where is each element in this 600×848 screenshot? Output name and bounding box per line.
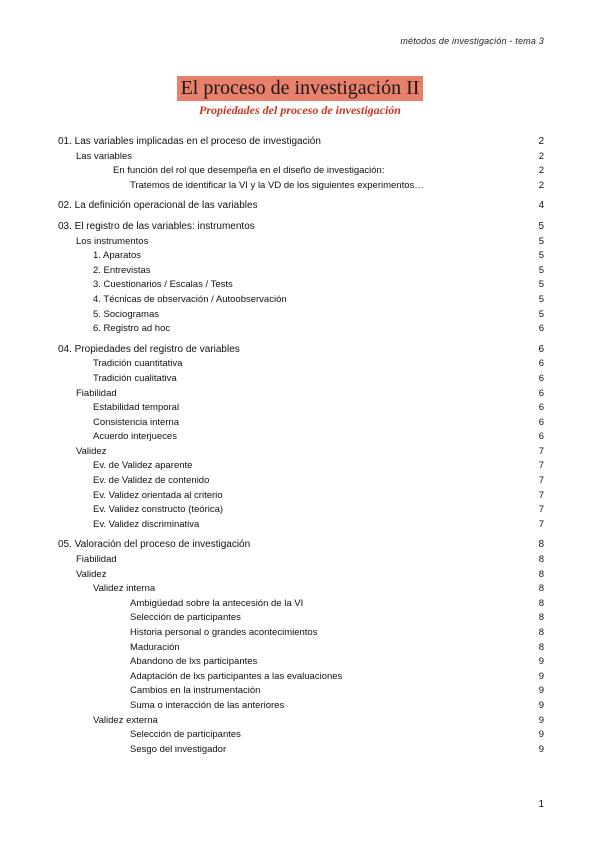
toc-entry[interactable] — [58, 597, 544, 612]
toc-entry-page: 6 — [538, 387, 544, 399]
toc-entry-page: 7 — [538, 475, 544, 487]
toc-entry[interactable] — [58, 728, 544, 743]
toc-entry-title: 02. La definición operacional de las variables — [58, 200, 258, 212]
toc-entry-title: Validez — [76, 445, 107, 457]
toc-entry-title: Tradición cuantitativa — [93, 358, 183, 370]
toc-entry[interactable] — [58, 199, 544, 214]
toc-entry-page: 8 — [538, 612, 544, 624]
toc-entry-title: Abandono de lxs participantes — [130, 656, 258, 668]
toc-entry[interactable] — [58, 135, 544, 150]
toc-entry-page: 8 — [538, 539, 544, 551]
toc-entry-page: 6 — [538, 431, 544, 443]
toc-entry[interactable] — [58, 387, 544, 402]
toc-entry[interactable] — [58, 322, 544, 337]
toc-entry[interactable] — [58, 249, 544, 264]
toc-entry-title: 1. Aparatos — [93, 250, 142, 262]
toc-entry[interactable] — [58, 278, 544, 293]
toc-entry-title: Ev. Validez constructo (teórica) — [93, 504, 224, 516]
toc-entry-title: Tratemos de identificar la VI y la VD de los siguientes experimentos… — [130, 179, 424, 191]
toc-entry-title: 04. Propiedades del registro de variables — [58, 343, 240, 355]
toc-entry-title: 03. El registro de las variables: instrumentos — [58, 220, 255, 232]
toc-entry[interactable] — [58, 264, 544, 279]
toc-entry[interactable] — [58, 489, 544, 504]
toc-entry-title: Suma o interacción de las anteriores — [130, 699, 285, 711]
toc-entry-page: 7 — [538, 489, 544, 501]
toc-entry[interactable] — [58, 655, 544, 670]
toc-entry-page: 5 — [538, 293, 544, 305]
title-wrap — [0, 76, 600, 101]
toc-entry-title: Sesgo del investigador — [130, 743, 227, 755]
toc-entry-page: 9 — [538, 656, 544, 668]
toc-entry-title: Ev. Validez discriminativa — [93, 518, 200, 530]
toc-entry-title: Validez — [76, 568, 107, 580]
toc-entry-title: Ambigüedad sobre la antecesión de la VI — [130, 597, 304, 609]
page-number: 1 — [538, 799, 544, 810]
toc-entry-title: Selección de participantes — [130, 612, 241, 624]
toc-entry[interactable] — [58, 518, 544, 533]
toc-entry-page: 9 — [538, 729, 544, 741]
toc-entry-title: Cambios en la instrumentación — [130, 685, 261, 697]
toc-entry-page: 6 — [538, 416, 544, 428]
toc-entry[interactable] — [58, 582, 544, 597]
toc-entry[interactable] — [58, 401, 544, 416]
toc-entry[interactable] — [58, 670, 544, 685]
table-of-contents — [58, 135, 544, 757]
toc-entry[interactable] — [58, 445, 544, 460]
toc-entry-page: 5 — [538, 250, 544, 262]
toc-entry-page: 9 — [538, 699, 544, 711]
toc-entry-title: Maduración — [130, 641, 180, 653]
document-title: El proceso de investigación II — [177, 76, 424, 101]
toc-entry-title: Ev. Validez orientada al criterio — [93, 489, 223, 501]
toc-entry-page: 9 — [538, 743, 544, 755]
toc-entry[interactable] — [58, 699, 544, 714]
toc-entry-page: 5 — [538, 235, 544, 247]
toc-entry-title: 05. Valoración del proceso de investigación — [58, 539, 251, 551]
toc-entry[interactable] — [58, 179, 544, 194]
running-header: métodos de investigación - tema 3 — [400, 36, 544, 46]
toc-entry[interactable] — [58, 641, 544, 656]
toc-entry-page: 6 — [538, 343, 544, 355]
toc-entry[interactable] — [58, 150, 544, 165]
toc-entry-page: 8 — [538, 568, 544, 580]
toc-entry-page: 5 — [538, 264, 544, 276]
toc-entry-page: 8 — [538, 641, 544, 653]
toc-entry-page: 7 — [538, 504, 544, 516]
document-subtitle: Propiedades del proceso de investigación — [199, 103, 401, 117]
toc-entry[interactable] — [58, 714, 544, 729]
toc-entry[interactable] — [58, 459, 544, 474]
toc-entry[interactable] — [58, 626, 544, 641]
toc-entry-page: 2 — [538, 136, 544, 147]
toc-entry[interactable] — [58, 538, 544, 553]
toc-entry-title: Ev. de Validez de contenido — [93, 475, 210, 487]
toc-entry-page: 6 — [538, 402, 544, 414]
toc-entry-page: 2 — [538, 165, 544, 177]
toc-entry-title: Historia personal o grandes acontecimientos — [130, 627, 318, 638]
toc-entry-page: 6 — [538, 323, 544, 335]
toc-entry[interactable] — [58, 357, 544, 372]
toc-entry[interactable] — [58, 474, 544, 489]
toc-entry-title: 2. Entrevistas — [93, 264, 151, 276]
toc-entry-title: Validez interna — [93, 583, 156, 595]
toc-entry[interactable] — [58, 308, 544, 323]
toc-entry[interactable] — [58, 684, 544, 699]
toc-entry-page: 8 — [538, 583, 544, 595]
toc-entry-title: Consistencia interna — [93, 416, 180, 428]
toc-entry[interactable] — [58, 372, 544, 387]
toc-entry-page: 7 — [538, 445, 544, 457]
toc-entry-title: Ev. de Validez aparente — [93, 460, 193, 472]
toc-entry[interactable] — [58, 611, 544, 626]
toc-entry-title: Tradición cualitativa — [93, 372, 177, 384]
toc-entry-page: 9 — [538, 714, 544, 726]
toc-entry-title: Validez externa — [93, 714, 158, 726]
toc-entry-page: 5 — [538, 308, 544, 320]
toc-entry-title: 4. Técnicas de observación / Autoobservación — [93, 293, 287, 305]
toc-entry-title: Adaptación de lxs participantes a las evaluaciones — [130, 670, 343, 682]
toc-entry-page: 9 — [538, 670, 544, 682]
toc-entry-page: 5 — [538, 279, 544, 291]
toc-entry-title: Las variables — [76, 150, 132, 162]
toc-entry-page: 7 — [538, 460, 544, 472]
toc-entry-page: 8 — [538, 554, 544, 566]
toc-entry[interactable] — [58, 293, 544, 308]
toc-entry-page: 8 — [538, 627, 544, 638]
toc-entry[interactable] — [58, 568, 544, 583]
toc-entry-page: 9 — [538, 685, 544, 697]
toc-entry-title: Selección de participantes — [130, 729, 241, 741]
toc-entry-title: 01. Las variables implicadas en el proceso de investigación — [58, 136, 321, 147]
toc-entry-title: 3. Cuestionarios / Escalas / Tests — [93, 279, 233, 291]
toc-entry-page: 5 — [538, 220, 544, 232]
toc-entry-title: Fiabilidad — [76, 554, 117, 566]
toc-entry-title: Fiabilidad — [76, 387, 117, 399]
toc-entry[interactable] — [58, 553, 544, 568]
toc-entry-page: 2 — [538, 179, 544, 191]
toc-entry[interactable] — [58, 220, 544, 235]
toc-entry-page: 6 — [538, 358, 544, 370]
toc-entry-page: 6 — [538, 372, 544, 384]
toc-entry-title: Los instrumentos — [76, 235, 149, 247]
toc-entry[interactable] — [58, 343, 544, 358]
toc-entry-page: 7 — [538, 518, 544, 530]
toc-entry-title: Estabilidad temporal — [93, 402, 180, 414]
toc-entry-title: 6. Registro ad hoc — [93, 323, 171, 335]
toc-entry-page: 4 — [538, 200, 544, 212]
toc-entry-title: Acuerdo interjueces — [93, 431, 177, 443]
toc-entry-title: 5. Sociogramas — [93, 308, 160, 320]
toc-entry[interactable] — [58, 416, 544, 431]
toc-entry[interactable] — [58, 743, 544, 758]
toc-entry-page: 2 — [538, 150, 544, 162]
toc-entry-title: En función del rol que desempeña en el diseño de investigación: — [113, 165, 385, 177]
toc-entry-page: 8 — [538, 597, 544, 609]
toc-entry[interactable] — [58, 430, 544, 445]
toc-entry[interactable] — [58, 503, 544, 518]
toc-entry[interactable] — [58, 164, 544, 179]
toc-entry[interactable] — [58, 235, 544, 250]
